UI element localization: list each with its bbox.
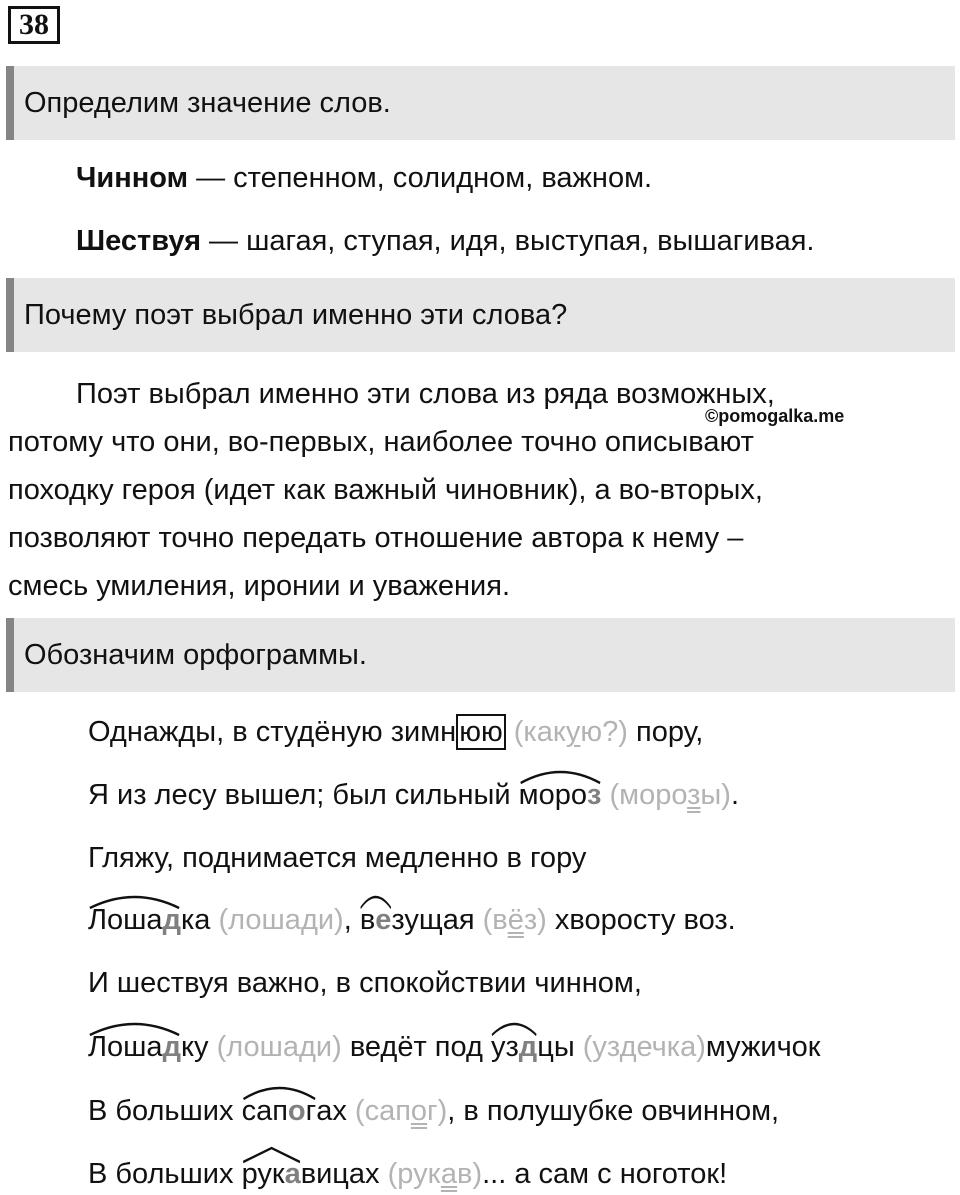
section-heading-why: Почему поэт выбрал именно эти слова?	[6, 278, 955, 352]
definition-chinnom	[76, 160, 652, 196]
check-word: (вёз)	[482, 904, 547, 936]
poem-line-3: Гляжу, поднимается медленно в гору	[88, 842, 587, 874]
root-arc-marked: Лошад	[88, 1027, 181, 1067]
poem-line-1	[88, 712, 703, 752]
watermark: ©pomogalka.me	[705, 406, 845, 426]
root-arc-marked: узд	[491, 1027, 537, 1067]
paragraph-line: смесь умиления, иронии и уважения.	[8, 570, 511, 602]
poem-line-5: И шествуя важно, в спокойствии чинном,	[88, 967, 642, 999]
poem-line-8: В больших рукавицах (рукав)... а сам с ноготок!	[88, 1154, 727, 1194]
root-arc-marked: ве	[360, 900, 392, 940]
root-arc-marked: сапог	[242, 1091, 317, 1131]
section-heading-spelling: Обозначим орфограммы.	[6, 618, 955, 692]
task-number: 38	[8, 6, 60, 44]
definition-term: Чинном	[76, 162, 189, 194]
poem-line-6: Лошадку (лошади) ведёт под уздцы (уздечка)	[88, 1027, 706, 1067]
paragraph-line: позволяют точно передать отношение автора к нему –	[8, 522, 744, 554]
poem-text: Я из лесу вышел; был сильный	[88, 779, 519, 811]
poem-line-6-end: мужичок	[705, 1031, 821, 1063]
root-arc-marked: рука	[242, 1154, 301, 1194]
paragraph-line: потому что они, во-первых, наиболее точно описывают	[8, 426, 754, 458]
section-heading-meaning: Определим значение слов.	[6, 66, 955, 140]
definition-shestvuya	[76, 223, 815, 259]
poem-text: пору,	[627, 716, 704, 748]
check-word: (лошади)	[216, 1031, 342, 1063]
paragraph-line: Поэт выбрал именно эти слова из ряда возможных,	[76, 378, 775, 410]
root-arc-marked: мороз	[519, 775, 602, 815]
paragraph-line: походку героя (идет как важный чиновник), а во-вторых,	[8, 474, 763, 506]
check-word: (рукав)	[387, 1158, 483, 1190]
check-word: (лошади)	[218, 904, 344, 936]
poem-line-4: Лошадка (лошади), везущая (вёз) хворосту воз.	[88, 900, 736, 940]
poem-line-7: В больших сапогах (сапог), в полушубке овчинном,	[88, 1091, 779, 1131]
check-word: (какую?)	[513, 716, 628, 748]
root-arc-marked: Лошад	[88, 900, 181, 940]
definition-text: — степенном, солидном, важном.	[188, 162, 653, 194]
ending-box: юю	[456, 714, 506, 750]
check-word: (морозы)	[609, 779, 731, 811]
check-word: (уздечка)	[582, 1031, 706, 1063]
definition-text: — шагая, ступая, идя, выступая, вышагивая.	[201, 225, 815, 257]
poem-line-2: Я из лесу вышел; был сильный мороз (морозы).	[88, 775, 739, 815]
check-word: (сапог)	[354, 1095, 448, 1127]
definition-term: Шествуя	[76, 225, 201, 257]
poem-text: Однажды, в студёную зимн	[88, 716, 457, 748]
